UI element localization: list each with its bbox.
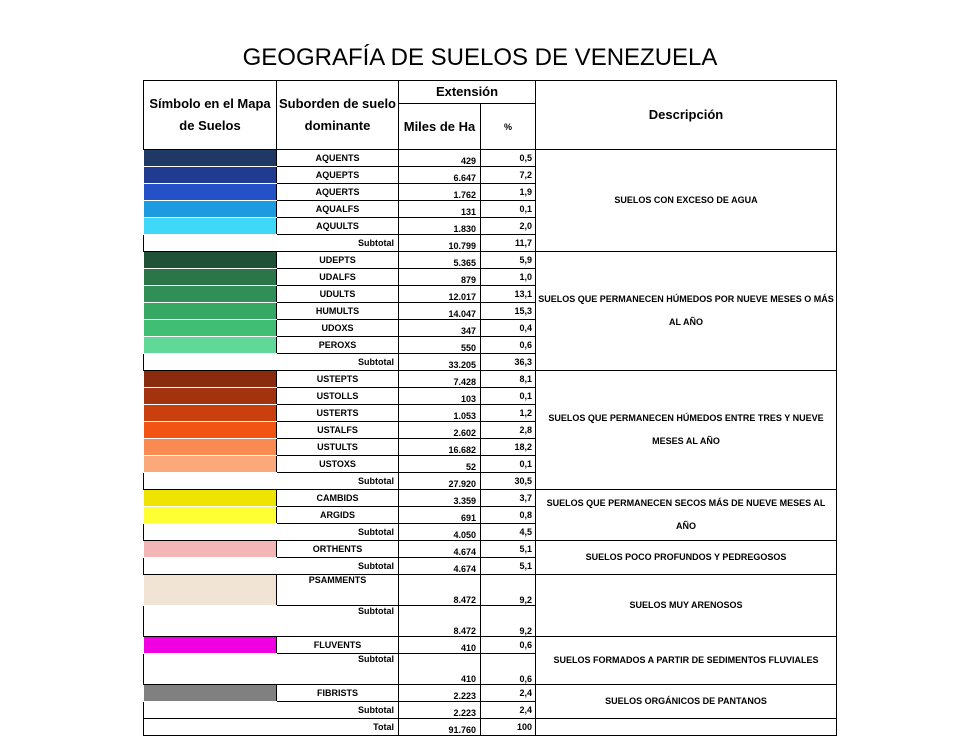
subtotal-ha: 33.205 (399, 354, 481, 371)
suborder-cell: UDOXS (277, 320, 399, 337)
total-ha: 91.760 (399, 719, 481, 736)
suborder-cell: FLUVENTS (277, 637, 399, 654)
suborder-cell: UDEPTS (277, 252, 399, 269)
thousands-ha-cell: 3.359 (399, 490, 481, 507)
subtotal-label: Subtotal (144, 702, 399, 719)
symbol-swatch (144, 507, 277, 524)
percent-cell: 0,1 (481, 388, 536, 405)
suborder-cell: AQUENTS (277, 150, 399, 167)
page-title: GEOGRAFÍA DE SUELOS DE VENEZUELA (242, 44, 718, 71)
subtotal-percent: 0,6 (481, 654, 536, 685)
header-suborder: Suborden de suelo dominante (277, 81, 399, 150)
header-symbol: Símbolo en el Mapa de Suelos (144, 81, 277, 150)
thousands-ha-cell: 1.053 (399, 405, 481, 422)
symbol-swatch (144, 218, 277, 235)
thousands-ha-cell: 8.472 (399, 575, 481, 606)
description-cell: SUELOS FORMADOS A PARTIR DE SEDIMENTOS FLUVIALES (536, 637, 837, 685)
thousands-ha-cell: 4.674 (399, 541, 481, 558)
symbol-swatch (144, 371, 277, 388)
symbol-swatch (144, 685, 277, 702)
symbol-swatch (144, 541, 277, 558)
subtotal-ha: 4.674 (399, 558, 481, 575)
symbol-swatch (144, 201, 277, 218)
table-row (144, 371, 837, 388)
thousands-ha-cell: 410 (399, 637, 481, 654)
symbol-swatch (144, 490, 277, 507)
percent-cell: 0,1 (481, 456, 536, 473)
symbol-swatch (144, 184, 277, 201)
suborder-cell: UDULTS (277, 286, 399, 303)
header-extension: Extensión (399, 81, 536, 104)
header-description: Descripción (536, 81, 837, 150)
suborder-cell: USTOLLS (277, 388, 399, 405)
symbol-swatch (144, 303, 277, 320)
percent-cell: 1,0 (481, 269, 536, 286)
suborder-cell: HUMULTS (277, 303, 399, 320)
thousands-ha-cell: 2.602 (399, 422, 481, 439)
subtotal-label: Subtotal (144, 235, 399, 252)
suborder-cell: USTULTS (277, 439, 399, 456)
subtotal-ha: 27.920 (399, 473, 481, 490)
percent-cell: 3,7 (481, 490, 536, 507)
percent-cell: 18,2 (481, 439, 536, 456)
subtotal-percent: 4,5 (481, 524, 536, 541)
thousands-ha-cell: 5.365 (399, 252, 481, 269)
table-row (144, 575, 837, 606)
percent-cell: 0,6 (481, 337, 536, 354)
percent-cell: 2,8 (481, 422, 536, 439)
suborder-cell: AQUALFS (277, 201, 399, 218)
symbol-swatch (144, 269, 277, 286)
table-row (144, 252, 837, 269)
percent-cell: 0,6 (481, 637, 536, 654)
thousands-ha-cell: 7.428 (399, 371, 481, 388)
thousands-ha-cell: 691 (399, 507, 481, 524)
total-row (144, 719, 837, 736)
symbol-swatch (144, 167, 277, 184)
suborder-cell: AQUERTS (277, 184, 399, 201)
subtotal-percent: 11,7 (481, 235, 536, 252)
total-percent: 100 (481, 719, 536, 736)
symbol-swatch (144, 439, 277, 456)
percent-cell: 5,1 (481, 541, 536, 558)
percent-cell: 9,2 (481, 575, 536, 606)
description-cell: SUELOS QUE PERMANECEN HÚMEDOS ENTRE TRES Y NUEVE MESES AL AÑO (536, 371, 837, 490)
subtotal-label: Subtotal (144, 606, 399, 637)
subtotal-ha: 4.050 (399, 524, 481, 541)
description-cell: SUELOS POCO PROFUNDOS Y PEDREGOSOS (536, 541, 837, 575)
table-row (144, 637, 837, 654)
symbol-swatch (144, 456, 277, 473)
description-cell: SUELOS QUE PERMANECEN HÚMEDOS POR NUEVE MESES O MÁS AL AÑO (536, 252, 837, 371)
description-cell: SUELOS MUY ARENOSOS (536, 575, 837, 637)
description-cell: SUELOS CON EXCESO DE AGUA (536, 150, 837, 252)
total-label: Total (144, 719, 399, 736)
percent-cell: 2,0 (481, 218, 536, 235)
thousands-ha-cell: 550 (399, 337, 481, 354)
suborder-cell: ARGIDS (277, 507, 399, 524)
percent-cell: 13,1 (481, 286, 536, 303)
subtotal-percent: 9,2 (481, 606, 536, 637)
percent-cell: 5,9 (481, 252, 536, 269)
subtotal-ha: 10.799 (399, 235, 481, 252)
description-cell: SUELOS QUE PERMANECEN SECOS MÁS DE NUEVE MESES AL AÑO (536, 490, 837, 541)
thousands-ha-cell: 52 (399, 456, 481, 473)
subtotal-label: Subtotal (144, 558, 399, 575)
thousands-ha-cell: 103 (399, 388, 481, 405)
thousands-ha-cell: 1.830 (399, 218, 481, 235)
suborder-cell: USTEPTS (277, 371, 399, 388)
suborder-cell: PEROXS (277, 337, 399, 354)
symbol-swatch (144, 575, 277, 606)
suborder-cell: CAMBIDS (277, 490, 399, 507)
suborder-cell: USTALFS (277, 422, 399, 439)
subtotal-label: Subtotal (144, 654, 399, 685)
description-cell: SUELOS ORGÁNICOS DE PANTANOS (536, 685, 837, 719)
thousands-ha-cell: 429 (399, 150, 481, 167)
thousands-ha-cell: 6.647 (399, 167, 481, 184)
table-row (144, 490, 837, 507)
soil-table (143, 80, 837, 736)
subtotal-percent: 36,3 (481, 354, 536, 371)
percent-cell: 0,8 (481, 507, 536, 524)
suborder-cell: AQUEPTS (277, 167, 399, 184)
thousands-ha-cell: 131 (399, 201, 481, 218)
percent-cell: 2,4 (481, 685, 536, 702)
thousands-ha-cell: 2.223 (399, 685, 481, 702)
symbol-swatch (144, 405, 277, 422)
subtotal-ha: 2.223 (399, 702, 481, 719)
suborder-cell: PSAMMENTS (277, 575, 399, 606)
percent-cell: 0,5 (481, 150, 536, 167)
subtotal-label: Subtotal (144, 354, 399, 371)
thousands-ha-cell: 16.682 (399, 439, 481, 456)
header-thousands-ha: Miles de Ha (399, 104, 481, 150)
percent-cell: 7,2 (481, 167, 536, 184)
thousands-ha-cell: 879 (399, 269, 481, 286)
symbol-swatch (144, 388, 277, 405)
percent-cell: 15,3 (481, 303, 536, 320)
symbol-swatch (144, 637, 277, 654)
subtotal-percent: 5,1 (481, 558, 536, 575)
subtotal-percent: 30,5 (481, 473, 536, 490)
table-row (144, 685, 837, 702)
suborder-cell: ORTHENTS (277, 541, 399, 558)
symbol-swatch (144, 150, 277, 167)
percent-cell: 1,9 (481, 184, 536, 201)
thousands-ha-cell: 12.017 (399, 286, 481, 303)
table-row (144, 541, 837, 558)
symbol-swatch (144, 320, 277, 337)
symbol-swatch (144, 337, 277, 354)
thousands-ha-cell: 347 (399, 320, 481, 337)
header-percent: % (481, 104, 536, 150)
suborder-cell: UDALFS (277, 269, 399, 286)
percent-cell: 1,2 (481, 405, 536, 422)
subtotal-ha: 410 (399, 654, 481, 685)
subtotal-label: Subtotal (144, 473, 399, 490)
percent-cell: 0,1 (481, 201, 536, 218)
subtotal-label: Subtotal (144, 524, 399, 541)
suborder-cell: AQUULTS (277, 218, 399, 235)
percent-cell: 8,1 (481, 371, 536, 388)
suborder-cell: USTOXS (277, 456, 399, 473)
thousands-ha-cell: 14.047 (399, 303, 481, 320)
total-description-empty (536, 719, 837, 736)
symbol-swatch (144, 422, 277, 439)
suborder-cell: FIBRISTS (277, 685, 399, 702)
subtotal-ha: 8.472 (399, 606, 481, 637)
symbol-swatch (144, 252, 277, 269)
symbol-swatch (144, 286, 277, 303)
suborder-cell: USTERTS (277, 405, 399, 422)
subtotal-percent: 2,4 (481, 702, 536, 719)
table-body (144, 150, 837, 736)
thousands-ha-cell: 1.762 (399, 184, 481, 201)
percent-cell: 0,4 (481, 320, 536, 337)
table-row (144, 150, 837, 167)
